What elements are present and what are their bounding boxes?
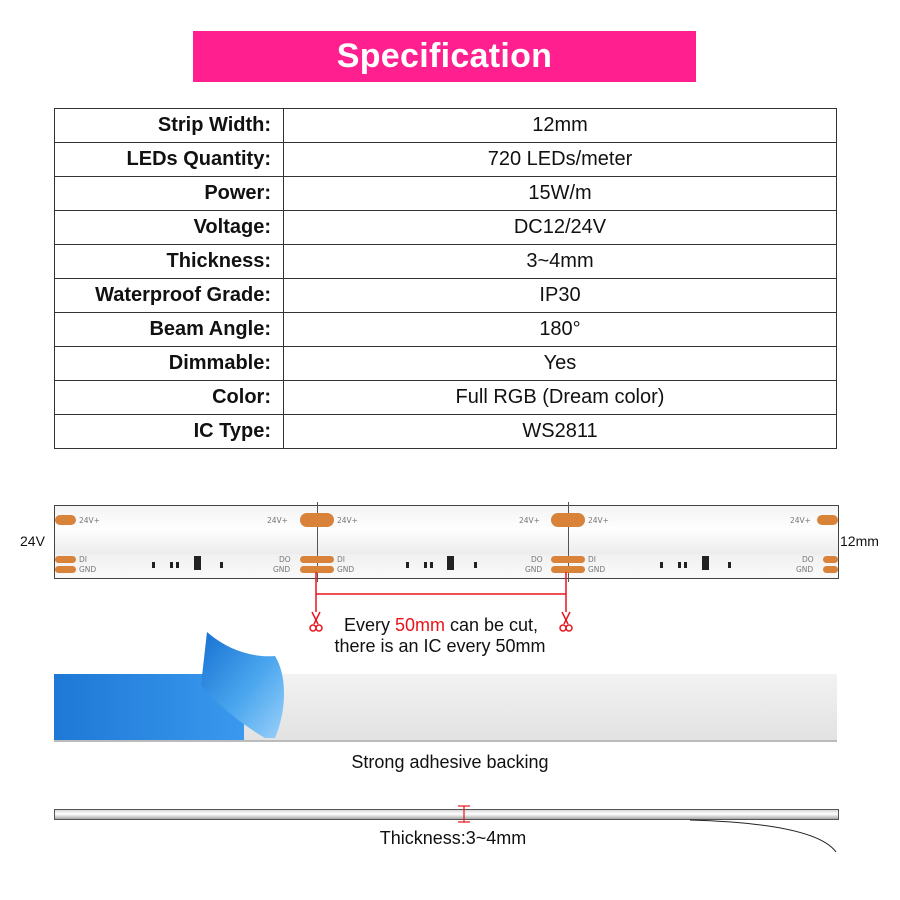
- spec-value: Yes: [284, 347, 837, 381]
- pad-label-gnd: GND: [796, 565, 814, 574]
- spec-label: IC Type:: [55, 415, 284, 449]
- spec-label: Color:: [55, 381, 284, 415]
- pad-label-vplus: 24V+: [519, 516, 540, 525]
- thickness-caption: Thickness:3~4mm: [379, 828, 527, 848]
- spec-label: Strip Width:: [55, 109, 284, 143]
- spec-label: Thickness:: [55, 245, 284, 279]
- spec-label: Power:: [55, 177, 284, 211]
- pad-label-vplus: 24V+: [267, 516, 288, 525]
- cut-highlight: 50mm: [394, 615, 445, 635]
- pad-label-do: DO: [531, 555, 543, 564]
- spec-value: 15W/m: [284, 177, 837, 211]
- pad-label-di: DI: [337, 555, 345, 564]
- spec-value: IP30: [284, 279, 837, 313]
- pad-label-di: DI: [79, 555, 87, 564]
- pad-label-gnd: GND: [273, 565, 291, 574]
- pad-label-gnd: GND: [337, 565, 355, 574]
- voltage-label: 24V: [20, 533, 45, 549]
- pad-label-vplus: 24V+: [588, 516, 609, 525]
- pad-label-gnd: GND: [588, 565, 606, 574]
- cut-text: Every: [343, 615, 395, 635]
- adhesive-caption: Strong adhesive backing: [351, 752, 549, 772]
- spec-value: 12mm: [284, 109, 837, 143]
- spec-value: 3~4mm: [284, 245, 837, 279]
- spec-label: Waterproof Grade:: [55, 279, 284, 313]
- spec-value: 180°: [284, 313, 837, 347]
- spec-value: Full RGB (Dream color): [284, 381, 837, 415]
- pad-label-di: DI: [588, 555, 596, 564]
- pad-label-do: DO: [802, 555, 814, 564]
- spec-label: Voltage:: [55, 211, 284, 245]
- spec-value: DC12/24V: [284, 211, 837, 245]
- spec-value: WS2811: [284, 415, 837, 449]
- strip-width-label: 12mm: [840, 533, 879, 549]
- pad-label-gnd: GND: [525, 565, 543, 574]
- page-title: Specification: [336, 37, 553, 75]
- pad-label-do: DO: [279, 555, 291, 564]
- spec-label: Beam Angle:: [55, 313, 284, 347]
- pad-label-vplus: 24V+: [790, 516, 811, 525]
- cut-text: can be cut,: [444, 615, 539, 635]
- spec-value: 720 LEDs/meter: [284, 143, 837, 177]
- cut-caption-line2: there is an IC every 50mm: [334, 636, 546, 656]
- spec-label: LEDs Quantity:: [55, 143, 284, 177]
- pad-label-gnd: GND: [79, 565, 97, 574]
- pad-label-vplus: 24V+: [337, 516, 358, 525]
- spec-label: Dimmable:: [55, 347, 284, 381]
- pad-label-vplus: 24V+: [79, 516, 100, 525]
